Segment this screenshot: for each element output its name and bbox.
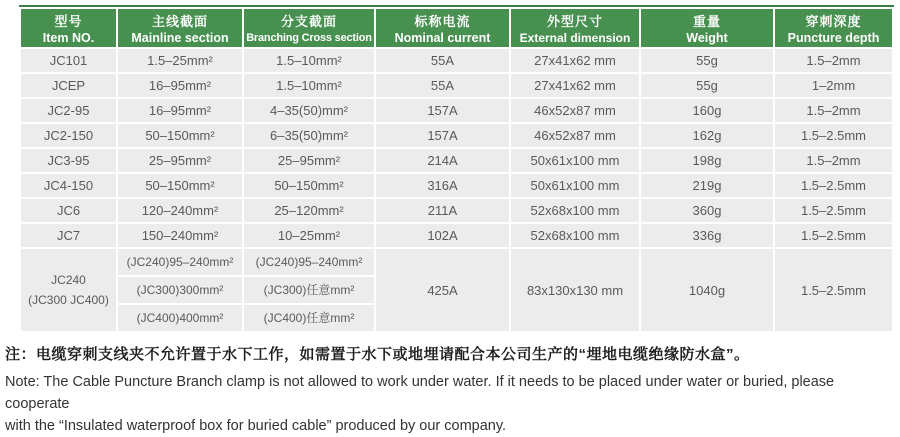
cell-branching-section: (JC400)任意mm²: [244, 305, 374, 331]
cell-item-no: JC2-150: [21, 124, 116, 147]
cell-item-no: JC6: [21, 199, 116, 222]
cell-nominal-current: 102A: [376, 224, 509, 247]
cell-item-no: JC3-95: [21, 149, 116, 172]
table-row-jc3-95: [21, 149, 892, 172]
col-header-depth-en: Puncture depth: [787, 30, 880, 45]
col-header-branching-en: Branching Cross section: [246, 31, 372, 44]
cell-weight: 360g: [641, 199, 773, 222]
cell-item-no: JC7: [21, 224, 116, 247]
cell-mainline-section: 120–240mm²: [118, 199, 242, 222]
cell-weight-merged: 1040g: [641, 249, 773, 331]
cell-mainline-section: (JC400)400mm²: [118, 305, 242, 331]
cell-mainline-section: (JC300)300mm²: [118, 277, 242, 303]
cell-mainline-section: (JC240)95–240mm²: [118, 249, 242, 275]
cell-weight: 162g: [641, 124, 773, 147]
cell-puncture-depth: 1.5–2.5mm: [775, 224, 892, 247]
cell-nominal-current: 157A: [376, 124, 509, 147]
cell-puncture-depth: 1.5–2mm: [775, 49, 892, 72]
cell-nominal-current: 316A: [376, 174, 509, 197]
col-header-item-no: [21, 9, 116, 47]
table-row-jc101: [21, 49, 892, 72]
cell-weight: 55g: [641, 74, 773, 97]
cell-mainline-section: 150–240mm²: [118, 224, 242, 247]
item-no-line1: JC240: [51, 273, 86, 287]
cell-mainline-section: 50–150mm²: [118, 174, 242, 197]
col-header-dimension-zh: 外型尺寸: [546, 13, 603, 29]
cell-weight: 160g: [641, 99, 773, 122]
spec-table-wrap: [19, 5, 894, 333]
footnote-chinese: 注：电缆穿刺支线夹不允许置于水下工作，如需置于水下或地埋请配合本公司生产的“埋地电缆绝缘防水盒”。: [5, 346, 750, 363]
table-row-jc2-150: [21, 124, 892, 147]
cell-branching-section: 25–95mm²: [244, 149, 374, 172]
cell-external-dimension: 46x52x87 mm: [511, 124, 639, 147]
cell-item-no: JC2-95: [21, 99, 116, 122]
header-row: [21, 9, 892, 47]
cell-branching-section: 50–150mm²: [244, 174, 374, 197]
cell-external-dimension: 50x61x100 mm: [511, 174, 639, 197]
cell-branching-section: (JC240)95–240mm²: [244, 249, 374, 275]
cell-mainline-section: 50–150mm²: [118, 124, 242, 147]
col-header-depth-zh: 穿刺深度: [805, 13, 862, 29]
col-header-current-en: Nominal current: [394, 30, 491, 45]
cell-puncture-depth: 1.5–2.5mm: [775, 174, 892, 197]
cell-puncture-depth: 1.5–2mm: [775, 99, 892, 122]
cell-puncture-depth-merged: 1.5–2.5mm: [775, 249, 892, 331]
table-row-jc240-sub1: [21, 249, 892, 275]
col-header-weight: [641, 9, 773, 47]
col-header-dimension-en: External dimension: [519, 30, 631, 45]
cell-nominal-current-merged: 425A: [376, 249, 509, 331]
cell-external-dimension: 46x52x87 mm: [511, 99, 639, 122]
footnote-english-line2: with the “Insulated waterproof box for buried cable” produced by our company.: [5, 418, 507, 434]
col-header-current-zh: 标称电流: [414, 13, 471, 29]
cell-item-no-merged: [21, 249, 116, 331]
footnote-english-line1: Note: The Cable Puncture Branch clamp is not allowed to work under water. If it needs to be placed under water or buried, please cooperate: [5, 374, 835, 412]
cell-external-dimension: 27x41x62 mm: [511, 49, 639, 72]
spec-table: [19, 7, 894, 333]
cell-external-dimension: 52x68x100 mm: [511, 199, 639, 222]
cell-puncture-depth: 1–2mm: [775, 74, 892, 97]
cell-item-no: JCEP: [21, 74, 116, 97]
col-header-mainline-section: [118, 9, 242, 47]
col-header-weight-zh: 重量: [692, 13, 721, 29]
col-header-item-no-zh: 型号: [54, 13, 83, 29]
cell-mainline-section: 1.5–25mm²: [118, 49, 242, 72]
cell-weight: 336g: [641, 224, 773, 247]
cell-puncture-depth: 1.5–2.5mm: [775, 124, 892, 147]
cell-nominal-current: 55A: [376, 74, 509, 97]
cell-branching-section: 6–35(50)mm²: [244, 124, 374, 147]
cell-nominal-current: 55A: [376, 49, 509, 72]
cell-external-dimension-merged: 83x130x130 mm: [511, 249, 639, 331]
table-row-jc7: [21, 224, 892, 247]
table-row-jc4-150: [21, 174, 892, 197]
col-header-mainline-zh: 主线截面: [151, 13, 208, 29]
col-header-branching-section: [244, 9, 374, 47]
cell-puncture-depth: 1.5–2.5mm: [775, 199, 892, 222]
cell-branching-section: 1.5–10mm²: [244, 49, 374, 72]
cell-weight: 219g: [641, 174, 773, 197]
cell-branching-section: 10–25mm²: [244, 224, 374, 247]
cell-nominal-current: 157A: [376, 99, 509, 122]
col-header-item-no-en: Item NO.: [42, 30, 95, 45]
cell-branching-section: 4–35(50)mm²: [244, 99, 374, 122]
cell-item-no: JC101: [21, 49, 116, 72]
cell-mainline-section: 16–95mm²: [118, 99, 242, 122]
col-header-nominal-current: [376, 9, 509, 47]
cell-nominal-current: 211A: [376, 199, 509, 222]
cell-weight: 55g: [641, 49, 773, 72]
cell-puncture-depth: 1.5–2mm: [775, 149, 892, 172]
cell-mainline-section: 16–95mm²: [118, 74, 242, 97]
col-header-puncture-depth: [775, 9, 892, 47]
cell-nominal-current: 214A: [376, 149, 509, 172]
cell-branching-section: (JC300)任意mm²: [244, 277, 374, 303]
col-header-branching-zh: 分支截面: [280, 13, 337, 29]
table-row-jc6: [21, 199, 892, 222]
col-header-mainline-en: Mainline section: [131, 30, 229, 45]
cell-branching-section: 1.5–10mm²: [244, 74, 374, 97]
cell-weight: 198g: [641, 149, 773, 172]
table-row-jcep: [21, 74, 892, 97]
cell-external-dimension: 52x68x100 mm: [511, 224, 639, 247]
cell-mainline-section: 25–95mm²: [118, 149, 242, 172]
col-header-weight-en: Weight: [686, 30, 728, 45]
footnote: [5, 343, 900, 437]
table-row-jc2-95: [21, 99, 892, 122]
cell-item-no: JC4-150: [21, 174, 116, 197]
cell-external-dimension: 27x41x62 mm: [511, 74, 639, 97]
cell-branching-section: 25–120mm²: [244, 199, 374, 222]
spec-sheet-page: [0, 5, 900, 434]
cell-external-dimension: 50x61x100 mm: [511, 149, 639, 172]
col-header-external-dimension: [511, 9, 639, 47]
item-no-line2: (JC300 JC400): [28, 293, 109, 307]
